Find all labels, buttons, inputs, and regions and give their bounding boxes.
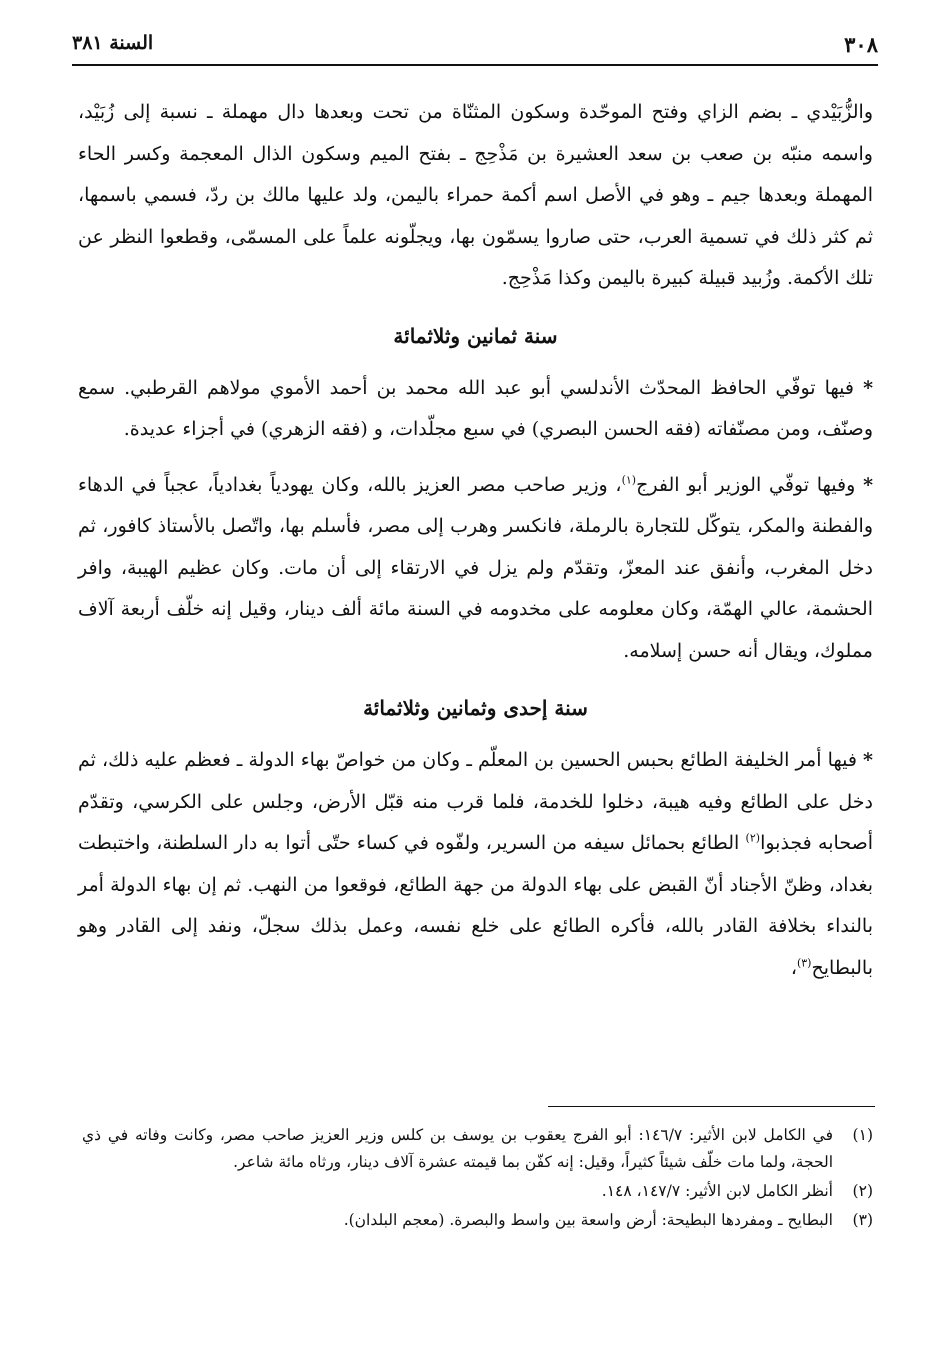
footnote-number: (١) bbox=[852, 1126, 873, 1144]
footnote-3 bbox=[82, 1207, 873, 1234]
running-head: السنة ٣٨١ bbox=[72, 32, 154, 54]
footnote-divider bbox=[548, 1106, 875, 1107]
footnote-text: البطايح ـ ومفردها البطيحة: أرض واسعة بين واسط والبصرة. (معجم البلدان). bbox=[343, 1211, 833, 1229]
footnote-text: أنظر الكامل لابن الأثير: ١٤٧/٧، ١٤٨. bbox=[601, 1182, 833, 1200]
footnotes bbox=[82, 1122, 873, 1236]
paragraph-zubaydi: والزُّبَيْدي ـ بضم الزاي وفتح الموحّدة وسكون المثنّاة من تحت وبعدها دال مهملة ـ نسبة إلى زُبَيْد، واسمه منبّه بن صعب بن سعد العشيرة بن مَذْحِج ـ بفتح الميم وسكون الذال المعجمة وكسر الحاء المهملة وبعدها جيم ـ وهو في الأصل اسم أكمة حمراء باليمن، ولد عليها مالك بن ردّ، فسمي باسمها، ثم كثر ذلك في تسمية العرب، حتى صاروا يسمّون بها، ويجلّونه علماً على المسمّى، وقطعوا النظر عن تلك الأكمة. وزُبيد قبيلة كبيرة باليمن وكذا مَذْحِج. bbox=[78, 101, 873, 289]
paragraph-abu-al-faraj bbox=[78, 465, 873, 673]
paragraph-qurtubi bbox=[78, 368, 873, 451]
paragraph-abu-al-faraj-text-1: وفيها توفّي الوزير أبو الفرج bbox=[636, 473, 856, 496]
star-marker: * bbox=[863, 376, 873, 399]
section-heading-380: سنة ثمانين وثلاثمائة bbox=[393, 323, 558, 348]
star-marker: * bbox=[863, 749, 873, 771]
footnote-ref-3[interactable]: (٣) bbox=[796, 956, 812, 970]
main-text bbox=[78, 92, 873, 1003]
page-header bbox=[72, 30, 878, 66]
footnote-ref-1[interactable]: (١) bbox=[621, 473, 637, 487]
paragraph-abu-al-faraj-text-2: ، وزير صاحب مصر العزيز بالله، وكان يهودياً بغدادياً، عجباً في الدهاء والفطنة والمكر، يتوكّل للتجارة بالرملة، فانكسر وهرب إلى مصر، فأسلم بها، واتّصل بالأستاذ كافور، ثم دخل المغرب، وأنفق عند المعزّ، وتقدّم ولم يزل في الارتقاء إلى أن مات. وكان عظيم الهيبة، وافر الحشمة، عالي الهمّة، وكان معلومه على مخدومه في السنة مائة ألف دينار، وقيل إنه خلّف أربعة آلاف مملوك، ويقال أنه حسن إسلامه. bbox=[78, 473, 873, 662]
section-heading-381: سنة إحدى وثمانين وثلاثمائة bbox=[363, 696, 588, 720]
paragraph-al-taai-text-2: الطائع بحمائل سيفه من السرير، ولفّوه في كساء حتّى أتوا به دار السلطنة، واختبطت بغداد، وظنّ الأجناد أنّ القبض على بهاء الدولة من جهة الطائع، فوقعوا من النهب. ثم إن بهاء الدولة أمر بالنداء بخلافة القادر بالله، فأكره الطائع على خلع نفسه، وعمل بذلك سجلّ، ونفد إلى القادر وهو بالبطايح bbox=[78, 832, 873, 979]
footnote-1 bbox=[82, 1122, 873, 1176]
paragraph-qurtubi-text: فيها توفّي الحافظ المحدّث الأندلسي أبو عبد الله محمد بن أحمد الأموي مولاهم القرطبي. سمع وصنّف، ومن مصنّفاته (فقه الحسن البصري) في سبع مجلّدات، و (فقه الزهري) في أجزاء عديدة. bbox=[78, 376, 873, 440]
footnote-number: (٣) bbox=[852, 1211, 873, 1229]
page-number: ٣٠٨ bbox=[844, 32, 878, 57]
footnote-ref-2[interactable]: (٢) bbox=[745, 831, 761, 845]
paragraph-al-taai-text-1: فيها أمر الخليفة الطائع بحبس الحسين بن المعلّم ـ وكان من خواصّ بهاء الدولة ـ فعظم عليه ذلك، ثم دخل على الطائع وفيه هيبة، دخلوا للخدمة، فلما قرب منه قبّل الأرض، وجلس على الكرسي، وتقدّم أصحابه فجذبوا bbox=[78, 749, 873, 854]
paragraph-al-taai bbox=[78, 740, 873, 989]
footnote-number: (٢) bbox=[852, 1182, 873, 1200]
footnote-text: في الكامل لابن الأثير: ١٤٦/٧: أبو الفرج يعقوب بن يوسف بن كلس وزير العزيز صاحب مصر، وكانت وفاته في ذي الحجة، ولما مات خلّف شيئاً كثيراً، وقيل: إنه كفّن بما قيمته عشرة آلاف دينار، ورثاه مائة شاعر. bbox=[82, 1126, 833, 1171]
footnote-2 bbox=[82, 1178, 873, 1205]
paragraph-al-taai-text-3: ، bbox=[790, 956, 797, 979]
star-marker: * bbox=[863, 473, 874, 496]
